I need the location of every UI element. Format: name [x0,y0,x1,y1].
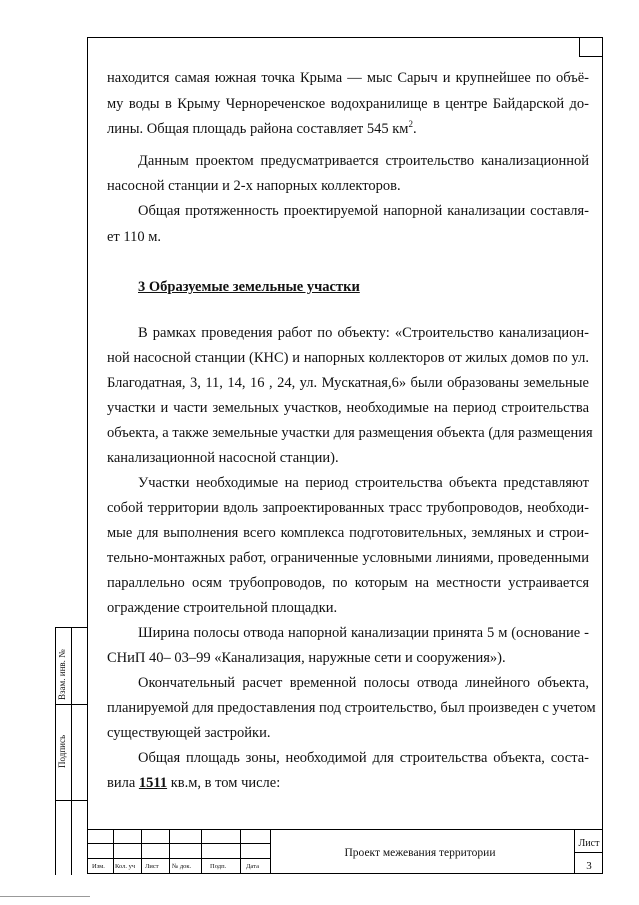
text-line: Ширина полосы отвода напорной канализации принята 5 м (основание - [138,625,589,641]
corner-box [579,37,603,57]
title-block-line [87,858,270,859]
scan-artifact-line [0,896,90,897]
title-block-line [240,829,241,874]
stamp-line [55,800,87,801]
title-block-line [270,829,271,874]
superscript: 2 [408,119,413,130]
title-block-line [201,829,202,874]
stamp-line [71,627,72,875]
text-line: насосной станции и 2-х напорных коллекторов. [107,178,401,194]
text-line [107,775,280,791]
sheet-number: 3 [586,860,592,872]
title-block-col-list: Лист [145,863,159,870]
area-value: 1511 [138,775,168,791]
document-title: Проект межевания территории [344,847,496,859]
title-block-line [113,829,114,874]
title-block-line [169,829,170,874]
text-fragment: . [412,121,417,137]
text-line: ной насосной станции (КНС) и напорных коллекторов от жилых домов по ул. [107,350,589,366]
text-line: ет 110 м. [107,229,162,245]
text-line: мые для выполнения всего комплекса подготовительных, земляных и строи- [107,525,589,541]
text-fragment: кв.м, в том числе: [167,775,281,791]
text-line: объекта, а также земельные участки для размещения объекта (для размещения [107,425,593,441]
title-block-line [141,829,142,874]
text-line: параллельно осям трубопроводов, по которым на местности устраивается [107,575,589,591]
stamp-line [55,704,87,705]
text-line: Окончательный расчет временной полосы отвода линейного объекта, [138,675,589,691]
text-line: Данным проектом предусматривается строительство канализационной [138,153,589,169]
stamp-line [55,627,56,875]
text-line: участки и части земельных участков, необходимые на период строительства [107,400,589,416]
text-line: существующей застройки. [107,725,271,741]
text-fragment: лины. Общая площадь района составляет 545 км [107,121,409,137]
title-block-col-data: Дата [246,863,259,870]
section-heading: 3 Образуемые земельные участки [138,279,360,295]
title-block-col-izm: Изм. [92,863,105,870]
title-block-col-kol: Кол. уч [115,863,136,870]
text-fragment: вила [107,775,139,791]
title-block-col-podp: Подп. [210,863,227,870]
stamp-vzam-label: Взам. инв. № [57,649,67,700]
title-block-line [87,829,603,830]
text-line: собой территории вдоль запроектированных трасс трубопроводов, необходи- [107,500,589,516]
text-line: канализационной насосной станции). [107,450,339,466]
text-line: СНиП 40– 03–99 «Канализация, наружные сети и сооружения»). [107,650,506,666]
text-line: В рамках проведения работ по объекту: «Строительство канализацион- [138,325,589,341]
text-line: Общая протяженность проектируемой напорной канализации составля- [138,203,589,219]
text-line: Участки необходимые на период строительства объекта представляют [138,475,589,491]
text-line: находится самая южная точка Крыма — мыс Сарыч и крупнейшее по объё- [107,70,589,86]
text-line [107,121,417,137]
stamp-signature-label: Подпись [57,734,67,768]
title-block-col-doc: № док. [172,863,192,870]
sheet-label: Лист [578,838,600,849]
text-line: планируемой для предоставления под строительство, был произведен с учетом [107,700,596,716]
title-block-line [87,843,270,844]
text-line: му воды в Крыму Чернореченское водохранилище в центре Байдарской до- [107,96,589,112]
text-line: Общая площадь зоны, необходимой для строительства объекта, соста- [138,750,589,766]
text-line: ограждение строительной площадки. [107,600,338,616]
text-line: тельно-монтажных работ, ограниченные условными линиями, проведенными [107,550,589,566]
stamp-line [55,627,87,628]
title-block-line [574,829,575,874]
title-block-line [574,852,603,853]
text-line: Благодатная, 3, 11, 14, 16 , 24, ул. Мускатная,6» были образованы земельные [107,375,589,391]
